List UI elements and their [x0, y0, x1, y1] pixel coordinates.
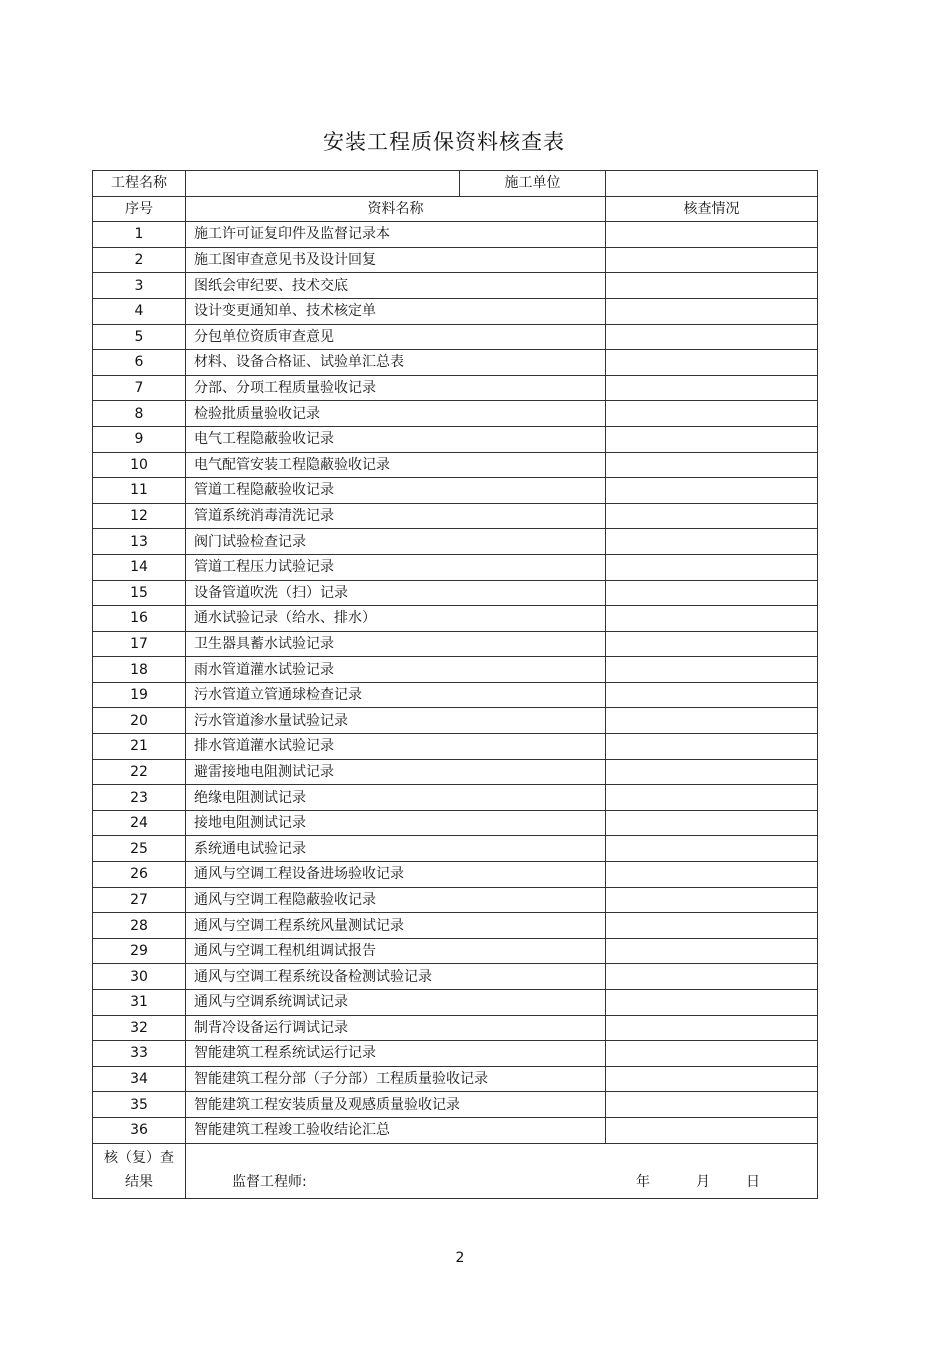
check-status-field[interactable]: [606, 350, 818, 376]
row-number: 34: [93, 1066, 186, 1092]
table-row: [93, 554, 818, 580]
table-row: [93, 836, 818, 862]
row-number: 21: [93, 734, 186, 760]
date-month-label: 月: [696, 1173, 710, 1190]
check-status-field[interactable]: [606, 503, 818, 529]
table-row: [93, 682, 818, 708]
table-row: [93, 401, 818, 427]
document-name: 阀门试验检查记录: [186, 529, 606, 555]
column-header-row: [93, 196, 818, 222]
document-name: 污水管道渗水量试验记录: [186, 708, 606, 734]
row-number: 17: [93, 631, 186, 657]
table-row: [93, 1092, 818, 1118]
document-name: 施工许可证复印件及监督记录本: [186, 222, 606, 248]
project-info-row: [93, 171, 818, 197]
check-status-field[interactable]: [606, 375, 818, 401]
row-number: 4: [93, 298, 186, 324]
document-name: 智能建筑工程系统试运行记录: [186, 1041, 606, 1067]
table-row: [93, 298, 818, 324]
table-row: [93, 785, 818, 811]
document-name: 分包单位资质审查意见: [186, 324, 606, 350]
document-name: 智能建筑工程安装质量及观感质量验收记录: [186, 1092, 606, 1118]
row-number: 22: [93, 759, 186, 785]
table-row: [93, 350, 818, 376]
row-number: 6: [93, 350, 186, 376]
table-row: [93, 1117, 818, 1143]
table-row: [93, 375, 818, 401]
row-number: 11: [93, 478, 186, 504]
check-status-field[interactable]: [606, 1015, 818, 1041]
row-number: 13: [93, 529, 186, 555]
document-name: 材料、设备合格证、试验单汇总表: [186, 350, 606, 376]
document-name: 卫生器具蓄水试验记录: [186, 631, 606, 657]
check-status-field[interactable]: [606, 836, 818, 862]
check-status-field[interactable]: [606, 247, 818, 273]
table-row: [93, 1015, 818, 1041]
check-status-field[interactable]: [606, 606, 818, 632]
check-status-field[interactable]: [606, 273, 818, 299]
row-number: 35: [93, 1092, 186, 1118]
document-name: 通风与空调工程设备进场验收记录: [186, 862, 606, 888]
row-number: 10: [93, 452, 186, 478]
document-name: 接地电阻测试记录: [186, 810, 606, 836]
check-status-field[interactable]: [606, 964, 818, 990]
document-name: 污水管道立管通球检查记录: [186, 682, 606, 708]
document-name: 施工图审查意见书及设计回复: [186, 247, 606, 273]
table-row: [93, 426, 818, 452]
check-status-field[interactable]: [606, 529, 818, 555]
check-status-field[interactable]: [606, 1041, 818, 1067]
row-number: 32: [93, 1015, 186, 1041]
date-day-label: 日: [746, 1173, 760, 1190]
table-row: [93, 964, 818, 990]
document-name: 排水管道灌水试验记录: [186, 734, 606, 760]
column-header-seq: 序号: [93, 196, 186, 222]
document-name: 通风与空调工程隐蔽验收记录: [186, 887, 606, 913]
date-year-label: 年: [636, 1173, 650, 1190]
document-name: 设计变更通知单、技术核定单: [186, 298, 606, 324]
inspection-table: [92, 170, 818, 1199]
check-status-field[interactable]: [606, 1066, 818, 1092]
document-name: 避雷接地电阻测试记录: [186, 759, 606, 785]
document-name: 通风与空调工程系统风量测试记录: [186, 913, 606, 939]
row-number: 1: [93, 222, 186, 248]
row-number: 24: [93, 810, 186, 836]
result-label: [93, 1143, 186, 1198]
project-name-label: 工程名称: [93, 171, 186, 197]
row-number: 33: [93, 1041, 186, 1067]
table-row: [93, 1041, 818, 1067]
page-title: 安装工程质保资料核查表: [323, 130, 565, 154]
table-row: [93, 529, 818, 555]
check-status-field[interactable]: [606, 1092, 818, 1118]
table-row: [93, 324, 818, 350]
column-header-doc: 资料名称: [186, 196, 606, 222]
row-number: 8: [93, 401, 186, 427]
construction-unit-label: 施工单位: [460, 171, 606, 197]
check-status-field[interactable]: [606, 324, 818, 350]
document-name: 通风与空调工程系统设备检测试验记录: [186, 964, 606, 990]
document-name: 智能建筑工程分部（子分部）工程质量验收记录: [186, 1066, 606, 1092]
document-name: 电气配管安装工程隐蔽验收记录: [186, 452, 606, 478]
row-number: 29: [93, 938, 186, 964]
check-status-field[interactable]: [606, 862, 818, 888]
document-name: 设备管道吹洗（扫）记录: [186, 580, 606, 606]
row-number: 27: [93, 887, 186, 913]
result-label-line2: 结果: [125, 1173, 153, 1190]
row-number: 18: [93, 657, 186, 683]
row-number: 28: [93, 913, 186, 939]
document-name: 分部、分项工程质量验收记录: [186, 375, 606, 401]
table-row: [93, 862, 818, 888]
table-row: [93, 913, 818, 939]
row-number: 12: [93, 503, 186, 529]
row-number: 3: [93, 273, 186, 299]
document-name: 图纸会审纪要、技术交底: [186, 273, 606, 299]
row-number: 7: [93, 375, 186, 401]
check-status-field[interactable]: [606, 554, 818, 580]
table-row: [93, 759, 818, 785]
row-number: 31: [93, 990, 186, 1016]
row-number: 23: [93, 785, 186, 811]
document-name: 通水试验记录（给水、排水）: [186, 606, 606, 632]
check-status-field[interactable]: [606, 734, 818, 760]
check-status-field[interactable]: [606, 913, 818, 939]
check-status-field[interactable]: [606, 222, 818, 248]
document-name: 系统通电试验记录: [186, 836, 606, 862]
page-number: 2: [455, 1250, 465, 1266]
table-row: [93, 273, 818, 299]
table-row: [93, 631, 818, 657]
construction-unit-field[interactable]: [606, 171, 818, 197]
table-row: [93, 810, 818, 836]
check-status-field[interactable]: [606, 682, 818, 708]
table-row: [93, 247, 818, 273]
table-row: [93, 606, 818, 632]
table-row: [93, 708, 818, 734]
project-name-field[interactable]: [186, 171, 460, 197]
table-row: [93, 478, 818, 504]
document-name: 电气工程隐蔽验收记录: [186, 426, 606, 452]
table-row: [93, 503, 818, 529]
column-header-check: 核查情况: [606, 196, 818, 222]
supervisor-label: 监督工程师:: [232, 1173, 307, 1190]
row-number: 20: [93, 708, 186, 734]
table-row: [93, 990, 818, 1016]
check-status-field[interactable]: [606, 631, 818, 657]
table-row: [93, 1066, 818, 1092]
row-number: 25: [93, 836, 186, 862]
table-row: [93, 938, 818, 964]
row-number: 36: [93, 1117, 186, 1143]
document-name: 检验批质量验收记录: [186, 401, 606, 427]
document-name: 绝缘电阻测试记录: [186, 785, 606, 811]
row-number: 30: [93, 964, 186, 990]
row-number: 2: [93, 247, 186, 273]
result-field[interactable]: [186, 1143, 818, 1198]
check-status-field[interactable]: [606, 657, 818, 683]
row-number: 16: [93, 606, 186, 632]
table-row: [93, 734, 818, 760]
row-number: 5: [93, 324, 186, 350]
result-row: [93, 1143, 818, 1198]
row-number: 14: [93, 554, 186, 580]
document-name: 管道工程隐蔽验收记录: [186, 478, 606, 504]
check-status-field[interactable]: [606, 990, 818, 1016]
document-name: 通风与空调系统调试记录: [186, 990, 606, 1016]
check-status-field[interactable]: [606, 426, 818, 452]
document-name: 管道系统消毒清洗记录: [186, 503, 606, 529]
check-status-field[interactable]: [606, 938, 818, 964]
table-row: [93, 657, 818, 683]
table-row: [93, 452, 818, 478]
table-row: [93, 222, 818, 248]
document-name: 管道工程压力试验记录: [186, 554, 606, 580]
check-status-field[interactable]: [606, 759, 818, 785]
check-status-field[interactable]: [606, 810, 818, 836]
row-number: 15: [93, 580, 186, 606]
check-status-field[interactable]: [606, 785, 818, 811]
check-status-field[interactable]: [606, 887, 818, 913]
check-status-field[interactable]: [606, 298, 818, 324]
document-name: 通风与空调工程机组调试报告: [186, 938, 606, 964]
document-name: 智能建筑工程竣工验收结论汇总: [186, 1117, 606, 1143]
table-row: [93, 887, 818, 913]
document-name: 雨水管道灌水试验记录: [186, 657, 606, 683]
check-status-field[interactable]: [606, 452, 818, 478]
row-number: 9: [93, 426, 186, 452]
check-status-field[interactable]: [606, 708, 818, 734]
check-status-field[interactable]: [606, 1117, 818, 1143]
check-status-field[interactable]: [606, 478, 818, 504]
check-status-field[interactable]: [606, 401, 818, 427]
check-status-field[interactable]: [606, 580, 818, 606]
result-label-line1: 核（复）查: [104, 1149, 174, 1166]
document-name: 制背冷设备运行调试记录: [186, 1015, 606, 1041]
row-number: 19: [93, 682, 186, 708]
row-number: 26: [93, 862, 186, 888]
table-row: [93, 580, 818, 606]
